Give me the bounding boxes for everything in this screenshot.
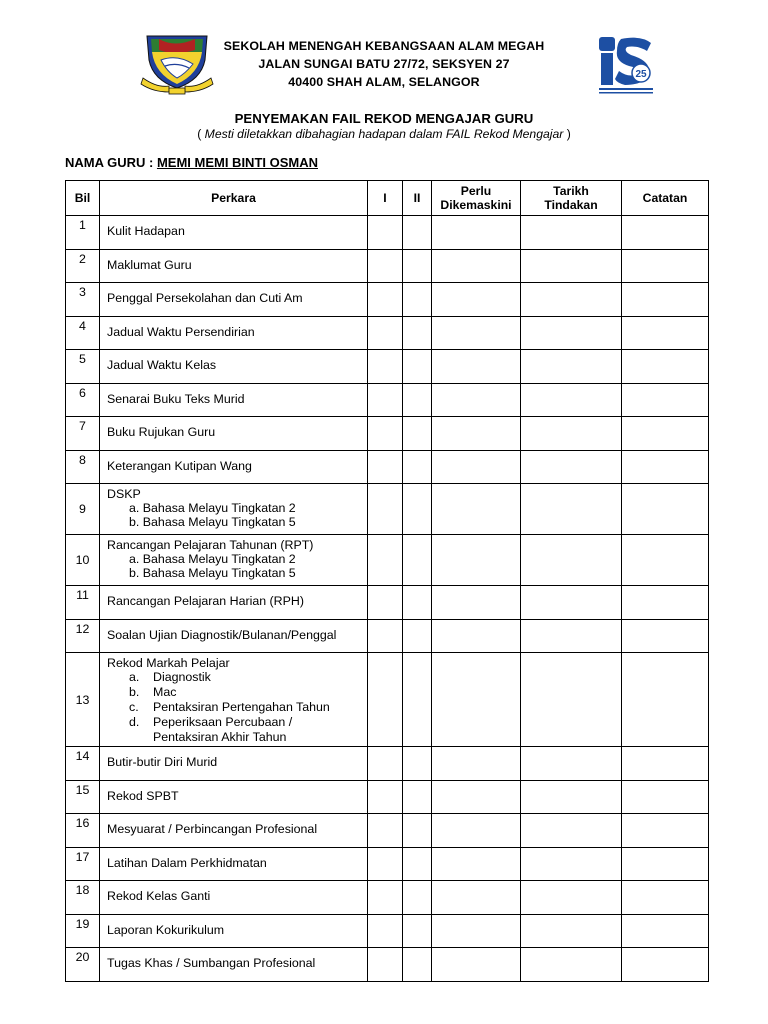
table-row	[66, 417, 709, 451]
check-ii-cell[interactable]	[403, 450, 432, 484]
row-item-label: Jadual Waktu Persendirian	[107, 324, 255, 339]
row-item	[100, 383, 368, 417]
check-i-cell[interactable]	[368, 283, 403, 317]
tarikh-tindakan-cell[interactable]	[521, 216, 622, 250]
table-row	[66, 216, 709, 250]
catatan-cell[interactable]	[622, 619, 709, 653]
check-ii-cell[interactable]	[403, 350, 432, 384]
check-i-cell[interactable]	[368, 914, 403, 948]
row-item	[100, 586, 368, 620]
row-item	[100, 653, 368, 747]
tarikh-tindakan-cell[interactable]	[521, 619, 622, 653]
perlu-dikemaskini-cell[interactable]	[432, 780, 521, 814]
row-item-label: Jadual Waktu Kelas	[107, 358, 217, 372]
perlu-dikemaskini-cell[interactable]	[432, 283, 521, 317]
row-number: 12	[66, 619, 100, 653]
tarikh-tindakan-cell[interactable]	[521, 914, 622, 948]
catatan-cell[interactable]	[622, 881, 709, 915]
check-i-cell[interactable]	[368, 535, 403, 586]
row-item-label: Rekod SPBT	[107, 788, 179, 803]
check-ii-cell[interactable]	[403, 383, 432, 417]
row-item	[100, 847, 368, 881]
perlu-dikemaskini-cell[interactable]	[432, 383, 521, 417]
row-item-label: Latihan Dalam Perkhidmatan	[107, 855, 267, 870]
check-i-cell[interactable]	[368, 586, 403, 620]
row-item	[100, 350, 368, 384]
table-row	[66, 535, 709, 586]
document-title: PENYEMAKAN FAIL REKOD MENGAJAR GURU	[234, 111, 534, 126]
row-item	[100, 535, 368, 586]
check-ii-cell[interactable]	[403, 586, 432, 620]
list-text: Pentaksiran Pertengahan Tahun	[153, 700, 330, 714]
row-number: 20	[66, 948, 100, 982]
perlu-dikemaskini-cell[interactable]	[432, 747, 521, 781]
row-item-label: Keterangan Kutipan Wang	[107, 458, 252, 473]
row-number: 2	[66, 249, 100, 283]
tarikh-tindakan-cell[interactable]	[521, 653, 622, 747]
tarikh-tindakan-cell[interactable]	[521, 383, 622, 417]
row-number: 6	[66, 383, 100, 417]
check-i-cell[interactable]	[368, 948, 403, 982]
row-sub-item: b. Bahasa Melayu Tingkatan 5	[129, 566, 296, 580]
perlu-dikemaskini-cell[interactable]	[432, 814, 521, 848]
row-list-item	[107, 670, 367, 685]
table-row	[66, 914, 709, 948]
catatan-cell[interactable]	[622, 948, 709, 982]
row-item	[100, 881, 368, 915]
check-i-cell[interactable]	[368, 484, 403, 535]
check-i-cell[interactable]	[368, 847, 403, 881]
row-number: 3	[66, 283, 100, 317]
school-header	[0, 37, 768, 91]
row-item-label: Rancangan Pelajaran Harian (RPH)	[107, 594, 304, 608]
row-number: 19	[66, 914, 100, 948]
catatan-cell[interactable]	[622, 417, 709, 451]
catatan-cell[interactable]	[622, 383, 709, 417]
check-i-cell[interactable]	[368, 653, 403, 747]
row-item	[100, 780, 368, 814]
catatan-cell[interactable]	[622, 914, 709, 948]
list-marker: a.	[129, 670, 140, 684]
header-catatan: Catatan	[622, 181, 709, 216]
row-list-item	[107, 700, 367, 715]
check-i-cell[interactable]	[368, 780, 403, 814]
row-item-label: Maklumat Guru	[107, 257, 192, 272]
document-subtitle: ( Mesti diletakkan dibahagian hadapan dalam FAIL Rekod Mengajar )	[197, 127, 571, 141]
row-item-label: Butir-butir Diri Murid	[107, 755, 218, 769]
tarikh-tindakan-cell[interactable]	[521, 283, 622, 317]
header-i: I	[368, 181, 403, 216]
row-item-label: Penggal Persekolahan dan Cuti Am	[107, 291, 303, 305]
tarikh-tindakan-cell[interactable]	[521, 535, 622, 586]
table-row	[66, 747, 709, 781]
catatan-cell[interactable]	[622, 847, 709, 881]
check-i-cell[interactable]	[368, 814, 403, 848]
header-perkara: Perkara	[100, 181, 368, 216]
row-number: 17	[66, 847, 100, 881]
check-ii-cell[interactable]	[403, 316, 432, 350]
catatan-cell[interactable]	[622, 814, 709, 848]
perlu-dikemaskini-cell[interactable]	[432, 216, 521, 250]
row-number: 11	[66, 586, 100, 620]
perlu-dikemaskini-cell[interactable]	[432, 914, 521, 948]
check-ii-cell[interactable]	[403, 653, 432, 747]
perlu-dikemaskini-cell[interactable]	[432, 484, 521, 535]
row-item	[100, 316, 368, 350]
perlu-dikemaskini-cell[interactable]	[432, 535, 521, 586]
table-row	[66, 814, 709, 848]
table-row	[66, 450, 709, 484]
check-ii-cell[interactable]	[403, 484, 432, 535]
row-item	[100, 814, 368, 848]
perlu-dikemaskini-cell[interactable]	[432, 847, 521, 881]
row-item-label: DSKP	[107, 487, 141, 501]
table-row	[66, 316, 709, 350]
check-i-cell[interactable]	[368, 417, 403, 451]
check-i-cell[interactable]	[368, 747, 403, 781]
teacher-name: MEMI MEMI BINTI OSMAN	[156, 155, 318, 170]
list-text: Mac	[153, 685, 177, 699]
row-item-label: Tugas Khas / Sumbangan Profesional	[107, 956, 316, 970]
check-ii-cell[interactable]	[403, 535, 432, 586]
table-row	[66, 619, 709, 653]
check-i-cell[interactable]	[368, 350, 403, 384]
tarikh-tindakan-cell[interactable]	[521, 747, 622, 781]
table-row	[66, 249, 709, 283]
perlu-dikemaskini-cell[interactable]	[432, 316, 521, 350]
row-item	[100, 417, 368, 451]
check-i-cell[interactable]	[368, 619, 403, 653]
check-ii-cell[interactable]	[403, 216, 432, 250]
check-ii-cell[interactable]	[403, 619, 432, 653]
header-bil: Bil	[66, 181, 100, 216]
catatan-cell[interactable]	[622, 316, 709, 350]
catatan-cell[interactable]	[622, 747, 709, 781]
list-text: Peperiksaan Percubaan /	[153, 715, 293, 729]
perlu-dikemaskini-cell[interactable]	[432, 450, 521, 484]
row-item	[100, 283, 368, 317]
row-item-label: Mesyuarat / Perbincangan Profesional	[107, 822, 318, 836]
row-item-label: Buku Rujukan Guru	[107, 425, 216, 439]
perlu-dikemaskini-cell[interactable]	[432, 586, 521, 620]
check-ii-cell[interactable]	[403, 881, 432, 915]
row-item	[100, 450, 368, 484]
check-ii-cell[interactable]	[403, 814, 432, 848]
catatan-cell[interactable]	[622, 653, 709, 747]
tarikh-tindakan-cell[interactable]	[521, 586, 622, 620]
perlu-dikemaskini-cell[interactable]	[432, 619, 521, 653]
row-item	[100, 914, 368, 948]
row-item-label: Soalan Ujian Diagnostik/Bulanan/Penggal	[107, 627, 337, 642]
row-number: 5	[66, 350, 100, 384]
row-number: 7	[66, 417, 100, 451]
school-name: SEKOLAH MENENGAH KEBANGSAAN ALAM MEGAH	[223, 39, 545, 53]
catatan-cell[interactable]	[622, 535, 709, 586]
perlu-dikemaskini-cell[interactable]	[432, 881, 521, 915]
tarikh-tindakan-cell[interactable]	[521, 350, 622, 384]
catatan-cell[interactable]	[622, 283, 709, 317]
list-marker: d.	[129, 715, 140, 729]
header-tarikh-tindakan: Tarikh Tindakan	[521, 181, 622, 216]
catatan-cell[interactable]	[622, 780, 709, 814]
catatan-cell[interactable]	[622, 249, 709, 283]
perlu-dikemaskini-cell[interactable]	[432, 653, 521, 747]
tarikh-tindakan-cell[interactable]	[521, 948, 622, 982]
check-i-cell[interactable]	[368, 383, 403, 417]
tarikh-tindakan-cell[interactable]	[521, 484, 622, 535]
catatan-cell[interactable]	[622, 586, 709, 620]
table-row	[66, 350, 709, 384]
row-item	[100, 249, 368, 283]
row-list-item	[107, 685, 367, 700]
table-row	[66, 881, 709, 915]
row-sub-item: b. Bahasa Melayu Tingkatan 5	[129, 515, 296, 529]
tarikh-tindakan-cell[interactable]	[521, 847, 622, 881]
row-sub-item: a. Bahasa Melayu Tingkatan 2	[129, 501, 296, 515]
checklist-table	[65, 180, 709, 982]
svg-text:25: 25	[635, 69, 647, 80]
row-number: 8	[66, 450, 100, 484]
catatan-cell[interactable]	[622, 350, 709, 384]
check-i-cell[interactable]	[368, 881, 403, 915]
perlu-dikemaskini-cell[interactable]	[432, 350, 521, 384]
catatan-cell[interactable]	[622, 484, 709, 535]
table-row	[66, 780, 709, 814]
table-row	[66, 383, 709, 417]
tarikh-tindakan-cell[interactable]	[521, 450, 622, 484]
table-row	[66, 847, 709, 881]
tarikh-tindakan-cell[interactable]	[521, 881, 622, 915]
check-i-cell[interactable]	[368, 216, 403, 250]
tarikh-tindakan-cell[interactable]	[521, 316, 622, 350]
row-number: 15	[66, 780, 100, 814]
row-number: 16	[66, 814, 100, 848]
row-item-label: Kulit Hadapan	[107, 224, 185, 238]
row-item-label: Rekod Markah Pelajar	[107, 656, 230, 670]
row-number: 10	[66, 535, 100, 586]
row-item	[100, 216, 368, 250]
list-marker: b.	[129, 685, 140, 699]
tarikh-tindakan-cell[interactable]	[521, 249, 622, 283]
row-number: 1	[66, 216, 100, 250]
check-ii-cell[interactable]	[403, 747, 432, 781]
table-row	[66, 586, 709, 620]
list-marker: c.	[129, 700, 139, 714]
header-perlu-dikemaskini: Perlu Dikemaskini	[432, 181, 521, 216]
tarikh-tindakan-cell[interactable]	[521, 814, 622, 848]
school-address-city: 40400 SHAH ALAM, SELANGOR	[288, 75, 480, 89]
perlu-dikemaskini-cell[interactable]	[432, 948, 521, 982]
school-address-street: JALAN SUNGAI BATU 27/72, SEKSYEN 27	[258, 57, 510, 71]
check-ii-cell[interactable]	[403, 948, 432, 982]
row-list-item	[107, 715, 367, 730]
table-row	[66, 948, 709, 982]
row-item-label: Rekod Kelas Ganti	[107, 889, 211, 903]
row-number: 18	[66, 881, 100, 915]
catatan-cell[interactable]	[622, 216, 709, 250]
row-number: 13	[66, 653, 100, 747]
row-item	[100, 747, 368, 781]
row-sub-item: a. Bahasa Melayu Tingkatan 2	[129, 552, 296, 566]
perlu-dikemaskini-cell[interactable]	[432, 249, 521, 283]
tarikh-tindakan-cell[interactable]	[521, 780, 622, 814]
check-i-cell[interactable]	[368, 249, 403, 283]
list-text: Diagnostik	[153, 670, 211, 684]
perlu-dikemaskini-cell[interactable]	[432, 417, 521, 451]
row-item-label: Rancangan Pelajaran Tahunan (RPT)	[107, 538, 314, 552]
check-ii-cell[interactable]	[403, 914, 432, 948]
row-item-label: Senarai Buku Teks Murid	[107, 391, 245, 406]
teacher-label: NAMA GURU :	[65, 155, 157, 170]
row-item	[100, 484, 368, 535]
row-number: 4	[66, 316, 100, 350]
check-i-cell[interactable]	[368, 316, 403, 350]
row-list-continuation: Pentaksiran Akhir Tahun	[153, 730, 287, 744]
row-item	[100, 948, 368, 982]
row-item	[100, 619, 368, 653]
table-row	[66, 283, 709, 317]
table-row	[66, 484, 709, 535]
row-item-label: Laporan Kokurikulum	[107, 922, 225, 937]
table-header-row	[66, 181, 709, 216]
header-ii: II	[403, 181, 432, 216]
check-ii-cell[interactable]	[403, 780, 432, 814]
check-ii-cell[interactable]	[403, 847, 432, 881]
check-ii-cell[interactable]	[403, 417, 432, 451]
check-ii-cell[interactable]	[403, 249, 432, 283]
check-i-cell[interactable]	[368, 450, 403, 484]
table-row	[66, 653, 709, 747]
check-ii-cell[interactable]	[403, 283, 432, 317]
teacher-name-line	[65, 155, 318, 170]
row-number: 9	[66, 484, 100, 535]
tarikh-tindakan-cell[interactable]	[521, 417, 622, 451]
catatan-cell[interactable]	[622, 450, 709, 484]
row-number: 14	[66, 747, 100, 781]
